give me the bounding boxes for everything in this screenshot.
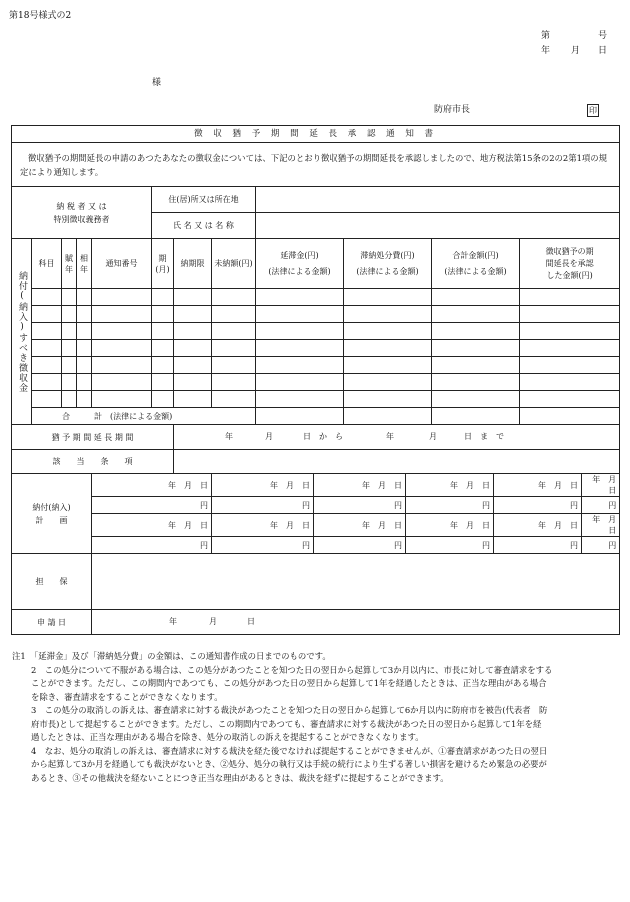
col-year: 賦 年 (62, 239, 77, 289)
plan-date: 年 月 日 (494, 474, 582, 497)
extension-period-value: 年 月 日 か ら 年 月 日 ま で (174, 425, 620, 450)
plan-date: 年 月 日 (406, 514, 494, 537)
security-value (92, 554, 620, 610)
col-notice-number: 通知番号 (92, 239, 152, 289)
note-1: 注1 「延滞金」及び「滞納処分費」の金額は、この通知書作成の日までのものです。 (12, 651, 331, 661)
col-period: 期 (月) (152, 239, 174, 289)
name-label: 氏 名 又 は 名 称 (152, 213, 256, 239)
note-4-cont: あるとき、③その他裁決を経ないことにつき正当な理由があるときは、裁決を経ずに提起することができます。 (31, 772, 449, 783)
plan-amount: 円 (582, 497, 620, 514)
col-total: 合計金額(円) (法律による金額) (432, 239, 520, 289)
plan-amount: 円 (406, 537, 494, 554)
name-value (256, 213, 620, 239)
plan-date: 年 月 日 (92, 474, 212, 497)
applicable-clause-label: 該 当 条 項 (12, 450, 174, 474)
col-item: 科目 (32, 239, 62, 289)
application-date-value: 年 月 日 (92, 610, 620, 635)
plan-amount: 円 (494, 497, 582, 514)
plan-amount: 円 (212, 497, 314, 514)
col-due-date: 納期限 (174, 239, 212, 289)
col-unpaid: 未納額(円) (212, 239, 256, 289)
doc-number-label: 第 (541, 31, 551, 41)
table-row (12, 357, 620, 374)
collection-side-label: 納付(納入)すべき徴収金 (12, 239, 32, 425)
plan-amount: 円 (92, 537, 212, 554)
plan-date: 年 月 日 (212, 514, 314, 537)
plan-date: 年 月 日 (406, 474, 494, 497)
note-3-cont: 府市長)として提起することができます。ただし、この期間内であつても、審査請求に対する裁決があつた日の翌日から起算して1年を経 (31, 718, 542, 729)
note-4-cont: から起算して3か月を経過しても裁決がないとき、②処分、処分の執行又は手続の続行により生ずる著しい損害を避けるため緊急の必要が (31, 759, 547, 769)
plan-amount: 円 (212, 537, 314, 554)
plan-date: 年 月 日 (212, 474, 314, 497)
date-year: 年 (541, 46, 551, 56)
note-4: 4 なお、処分の取消しの訴えは、審査請求に対する裁決を経た後でなければ提起することができませんが、①審査請求があつた日の翌日 (31, 745, 548, 756)
col-deferred: 徴収猶予の期 間延長を承認 した金額(円) (520, 239, 620, 289)
extension-period-label: 猶 予 期 間 延 長 期 間 (12, 425, 174, 450)
table-row (12, 340, 620, 357)
plan-amount: 円 (494, 537, 582, 554)
plan-amount: 円 (92, 497, 212, 514)
date-day: 日 (598, 46, 608, 56)
plan-date: 年 月 日 (582, 514, 620, 537)
address-value (256, 187, 620, 213)
note-3-cont: 過したときは、正当な理由がある場合を除き、処分の取消しの訴えを提起することができなくなります。 (31, 732, 424, 742)
plan-amount: 円 (582, 537, 620, 554)
col-disposition: 滞納処分費(円) (法律による金額) (344, 239, 432, 289)
intro-text: 徴収猶予の期間延長の申請のあつたあなたの徴収金については、下記のとおり徴収猶予の期間延長を承認しましたので、地方税法第15条の2の2第1項の規定により通知します。 (12, 143, 620, 187)
address-label: 住(居)所又は所在地 (152, 187, 256, 213)
notice-form (11, 125, 625, 635)
form-number: 第18号様式の2 (9, 11, 72, 21)
plan-date: 年 月 日 (582, 474, 620, 497)
applicable-clause-value (174, 450, 620, 474)
note-2: 2 この処分について不服がある場合は、この処分があつたことを知つた日の翌日から起算して3か月以内に、市長に対して審査請求をする (31, 664, 553, 675)
col-delinquency: 延滞金(円) (法律による金額) (256, 239, 344, 289)
seal-mark: 印 (589, 106, 597, 115)
plan-date: 年 月 日 (314, 474, 406, 497)
table-row (12, 289, 620, 306)
table-row (12, 306, 620, 323)
plan-amount: 円 (314, 497, 406, 514)
note-2-cont: を除き、審査請求をすることができなくなります。 (31, 691, 223, 702)
note-2-cont: ことができます。ただし、この期間内であつても、この処分があつた日の翌日から起算して1年を経過したときは、正当な理由がある場合 (31, 678, 547, 688)
doc-number-suffix: 号 (598, 31, 608, 41)
addressee-suffix: 様 (152, 78, 162, 88)
form-title: 徴 収 猶 予 期 間 延 長 承 認 通 知 書 (12, 126, 620, 143)
col-related-year: 相 年 (77, 239, 92, 289)
plan-date: 年 月 日 (92, 514, 212, 537)
notes-section (12, 650, 618, 785)
table-row (12, 374, 620, 391)
total-row-label: 合 計 (法律による金額) (32, 408, 256, 425)
plan-date: 年 月 日 (314, 514, 406, 537)
security-label: 担 保 (12, 554, 92, 610)
note-3: 3 この処分の取消しの訴えは、審査請求に対する裁決があつたことを知つた日の翌日から起算して6か月以内に防府市を被告(代表者 防 (31, 705, 548, 715)
payment-plan-label: 納付(納入) 計 画 (12, 474, 92, 554)
table-row (12, 391, 620, 408)
plan-amount: 円 (406, 497, 494, 514)
date-month: 月 (571, 46, 581, 56)
table-row (12, 323, 620, 340)
issuer: 防府市長 (434, 105, 471, 115)
plan-amount: 円 (314, 537, 406, 554)
taxpayer-label: 納 税 者 又 は 特別徴収義務者 (12, 187, 152, 239)
plan-date: 年 月 日 (494, 514, 582, 537)
application-date-label: 申 請 日 (12, 610, 92, 635)
